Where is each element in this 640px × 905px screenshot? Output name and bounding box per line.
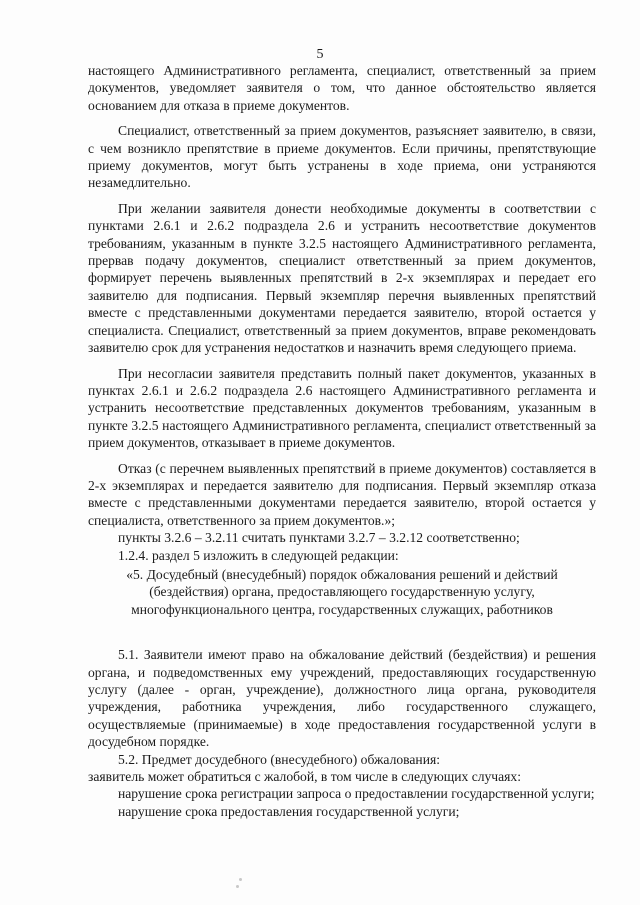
paragraph-5-2: 5.2. Предмет досудебного (внесудебного) обжалования:	[118, 751, 441, 767]
paragraph-section-5: 1.2.4. раздел 5 изложить в следующей редакции:	[118, 547, 399, 563]
paragraph-continuation: настоящего Административного регламента, специалист, ответственный за прием документов, уведомляет заявителя о том, что данное обстоятельство является основанием для отказа в приеме документов.	[88, 63, 596, 113]
section-5-heading: «5. Досудебный (внесудебный) порядок обжалования решений и действий (бездействия) органа, предоставляющего государственную услугу, многофункционального центра, государственных служащих, работников	[126, 566, 558, 617]
paragraph-renumbering: пункты 3.2.6 – 3.2.11 считать пунктами 3.2.7 – 3.2.12 соответственно;	[118, 530, 520, 546]
scan-dot	[236, 885, 239, 888]
scan-dot	[239, 878, 242, 881]
paragraph-5-1: 5.1. Заявители имеют право на обжалование действий (бездействия) и решения органа, и подведомственных ему учреждений, предоставляющих государственную услугу (далее - орган, учреждение), должностного лица органа, руководителя учреждения, работника учреждения, либо государственного служащего, осуществляемые (принимаемые) в ходе предоставления государственной услуги в досудебном порядке.	[88, 647, 596, 750]
paragraph-refusal: Отказ (с перечнем выявленных препятствий в приеме документов) составляется в 2-х экземплярах и передается заявителю для подписания. Первый экземпляр отказа вместе с представленными документами передается заявителю, второй остается у специалиста, ответственного за прием документов.»;	[88, 460, 596, 528]
paragraph-applicant-disagrees: При несогласии заявителя представить полный пакет документов, указанных в пунктах 2.6.1 и 2.6.2 подраздела 2.6 настоящего Административного регламента и устранить несоответствие представленных документов требованиям, указанным в пункте 3.2.5 настоящего Административного регламента, специалист ответственный за прием документов, отказывает в приеме документов.	[88, 365, 596, 451]
document-body	[88, 62, 596, 820]
paragraph-specialist-explains: Специалист, ответственный за прием документов, разъясняет заявителю, в связи, с чем возникло препятствие в приеме документов. Если причины, препятствующие приему документов, могут быть устранены в ходе приема, они устраняются незамедлительно.	[88, 123, 596, 191]
list-item-registration-violation: нарушение срока регистрации запроса о предоставлении государственной услуги;	[118, 786, 595, 802]
list-item-service-term-violation: нарушение срока предоставления государственной услуги;	[118, 803, 460, 819]
paragraph-cases-intro: заявитель может обратиться с жалобой, в том числе в следующих случаях:	[88, 769, 522, 785]
page-number: 5	[316, 47, 324, 62]
paragraph-applicant-wishes: При желании заявителя донести необходимые документы в соответствии с пунктами 2.6.1 и 2.6.2 подраздела 2.6 и устранить несоответствие документов требованиям, указанным в пункте 3.2.5 настоящего Административного регламента, прервав подачу документов, специалист ответственный за прием документов, формирует перечень выявленных препятствий в 2-х экземплярах и передает его заявителю для подписания. Первый экземпляр перечня выявленных препятствий вместе с представленными документами передается заявителю, второй остается у специалиста. Специалист, ответственный за прием документов, вправе рекомендовать заявителю срок для устранения недостатков и назначить время следующего приема.	[88, 200, 596, 356]
